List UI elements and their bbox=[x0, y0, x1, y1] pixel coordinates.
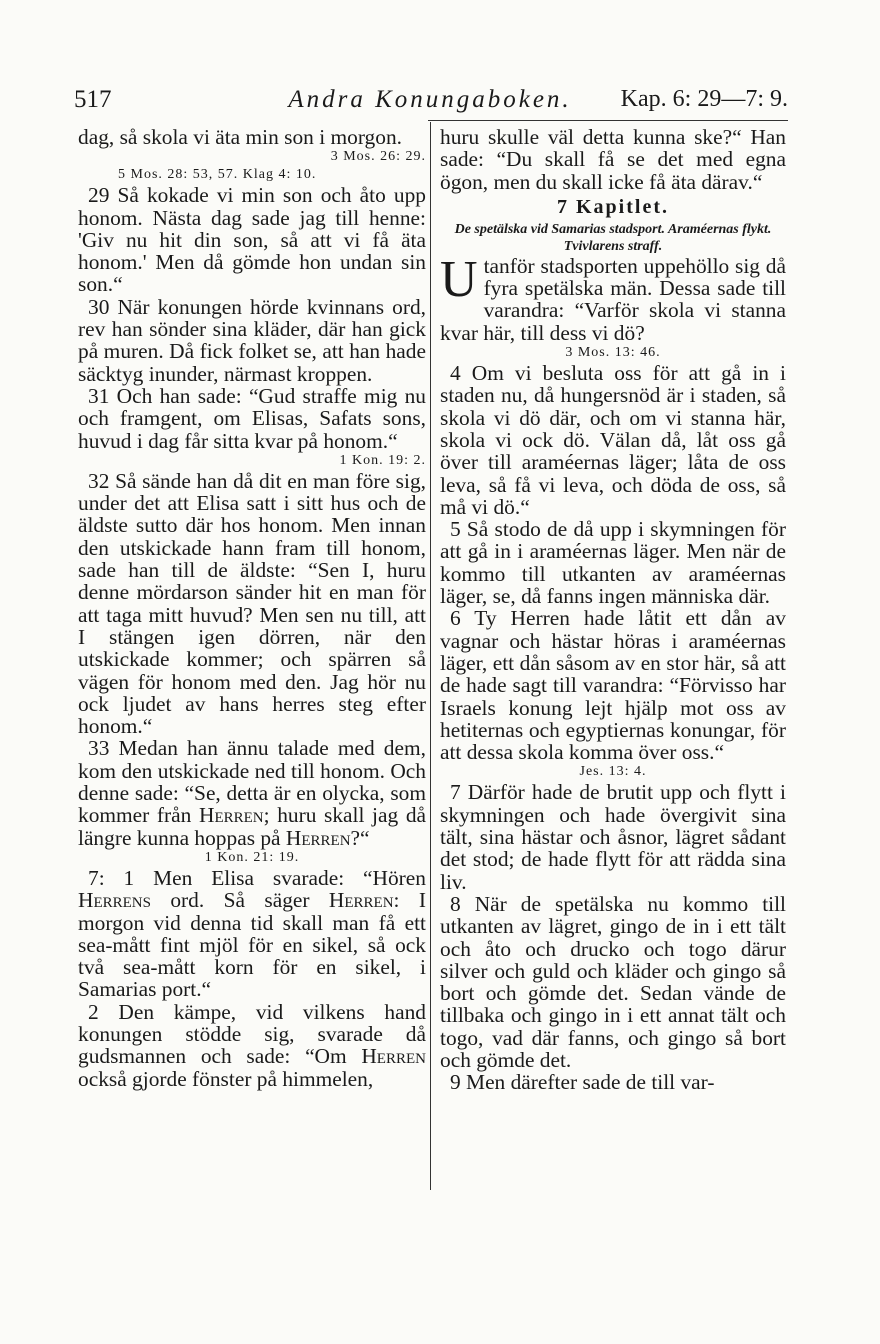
divine-name: Herren bbox=[199, 803, 264, 828]
divine-name: Herren bbox=[328, 888, 394, 913]
verse-32: 32 Så sände han då dit en man före sig, under det att Elisa satt i sitt hus och de äldste sutto där hos honom. Men innan den utskickade hann fram till honom, sade han till de äldste: “Sen I, huru denne mördarson sänder hit en man för att taga mitt huvud? Men sen nu till, att I stängen igen dörren, när den utskickade kommer; och spärren så vägen för honom med den. Jag hör nu ock ljudet av hans herres steg efter honom.“ bbox=[78, 468, 426, 739]
verse-text: ord. Så säger bbox=[170, 888, 310, 913]
cross-reference: 1 Kon. 21: 19. bbox=[204, 849, 300, 865]
verse-2 bbox=[78, 1001, 426, 1090]
verse-31: 31 Och han sade: “Gud straffe mig nu och framgent, om Elisas, Safats sons, huvud i dag får sitta kvar på honom.“ bbox=[78, 383, 426, 453]
divine-name: Herrens bbox=[78, 888, 151, 913]
verse-5: 5 Så stodo de då upp i skymningen för att gå in i araméernas läger. Men när de kommo till utkanten av araméernas läger, se, då fanns ingen människa där. bbox=[440, 517, 786, 609]
verse-33 bbox=[78, 737, 426, 848]
verse-7-1 bbox=[78, 867, 426, 1001]
cross-reference: 3 Mos. 13: 46. bbox=[565, 345, 661, 361]
column-divider bbox=[430, 122, 431, 1190]
cross-reference: 5 Mos. 28: 53, 57. Klag 4: 10. bbox=[118, 167, 317, 183]
verse-text: 7: 1 Men Elisa svarade: “Hören bbox=[88, 865, 426, 890]
verse-text: ?“ bbox=[350, 825, 370, 850]
header-rule bbox=[428, 120, 788, 121]
cross-reference: 1 Kon. 19: 2. bbox=[339, 452, 426, 468]
verse-30: 30 När konungen hörde kvinnans ord, rev han sönder sina kläder, där han gick på muren. Då fick folket se, att han hade säcktyg inunder, närmast kroppen. bbox=[78, 294, 426, 386]
divine-name: Herren bbox=[285, 825, 351, 850]
verse-4: 4 Om vi besluta oss för att gå in i staden nu, då hungersnöd är i staden, så skola vi dö där, och om vi stanna här, skola vi ock dö. Välan då, låt oss gå över till araméernas läger; låta de oss leva, så få vi leva, och döda de oss, så må vi dö.“ bbox=[440, 361, 786, 519]
verse-text: också gjorde fönster på himmelen, bbox=[78, 1066, 374, 1091]
divine-name: Herren bbox=[361, 1044, 426, 1069]
chapter-reference: Kap. 6: 29—7: 9. bbox=[620, 86, 788, 112]
chapter-heading: 7 Kapitlet. bbox=[557, 195, 669, 218]
drop-cap: U bbox=[440, 250, 478, 308]
verse-7: 7 Därför hade de brutit upp och flytt i skymningen och hade övergivit sina tält, sina hästar och åsnor, lägret sådant det stod; de hade flytt för att rädda sina liv. bbox=[440, 780, 786, 894]
cross-reference: Jes. 13: 4. bbox=[579, 764, 647, 780]
verse-text: huru skulle väl detta kunna ske?“ Han sade: “Du skall få se det med egna ögon, men du skall icke få äta därav.“ bbox=[440, 125, 786, 194]
right-column bbox=[440, 126, 786, 1094]
verse-9: 9 Men därefter sade de till var- bbox=[450, 1070, 715, 1095]
verse-29: 29 Så kokade vi min son och åto upp honom. Nästa dag sade jag till henne: 'Giv nu hit din son, så att vi få äta honom.' Men då gömde hon undan sin son.“ bbox=[78, 183, 426, 297]
page-number: 517 bbox=[74, 86, 112, 113]
running-title: Andra Konungaboken. bbox=[288, 86, 572, 113]
verse-text: tanför stadsporten uppehöllo sig då fyra spetälska män. Dessa sade till varandra: “Varför skola vi stanna kvar här, till dess vi dö? bbox=[440, 253, 786, 345]
verse-text: : I morgon vid denna tid skall man få ett sea-mått fint mjöl för en sikel, så ock två sea-mått korn för en sikel, i Samarias port.“ bbox=[78, 888, 426, 1002]
verse-3 bbox=[440, 250, 786, 345]
cross-reference: 3 Mos. 26: 29. bbox=[330, 149, 426, 165]
verse-6: 6 Ty Herren hade låtit ett dån av vagnar och hästar höras i araméernas läger, ett dån såsom av en stor här, så att de hade sagt till varandra: “Förvisso har Israels konung lejt hjälp mot oss av hetiternas och egyptiernas konungar, för att dessa skola komma över oss.“ bbox=[440, 606, 786, 765]
verse-text: dag, så skola vi äta min son i morgon. bbox=[78, 125, 402, 149]
chapter-summary: De spetälska vid Samarias stadsport. Araméernas flykt. Tvivlarens straff. bbox=[454, 221, 772, 254]
verse-text: ; huru skall jag då längre kunna hoppas på bbox=[78, 803, 427, 850]
verse-text: 33 Medan han ännu talade med dem, kom den utskickade ned till honom. Och denne sade: “Se, detta är en olycka, som kommer från bbox=[78, 736, 426, 828]
verse-8: 8 När de spetälska nu kommo till utkanten av lägret, gingo de in i ett tält och åto och drucko och togo därur silver och guld och kläder och gingo så bort och gömde det. Sedan vände de tillbaka och gingo in i ett annat tält och togo, vad där fanns, och gingo så bort och gömde det. bbox=[440, 891, 786, 1072]
page-header bbox=[72, 86, 788, 122]
left-column bbox=[78, 126, 426, 1090]
verse-text: 2 Den kämpe, vid vilkens hand konungen stödde sig, svarade då gudsmannen och sade: “Om bbox=[78, 999, 426, 1069]
